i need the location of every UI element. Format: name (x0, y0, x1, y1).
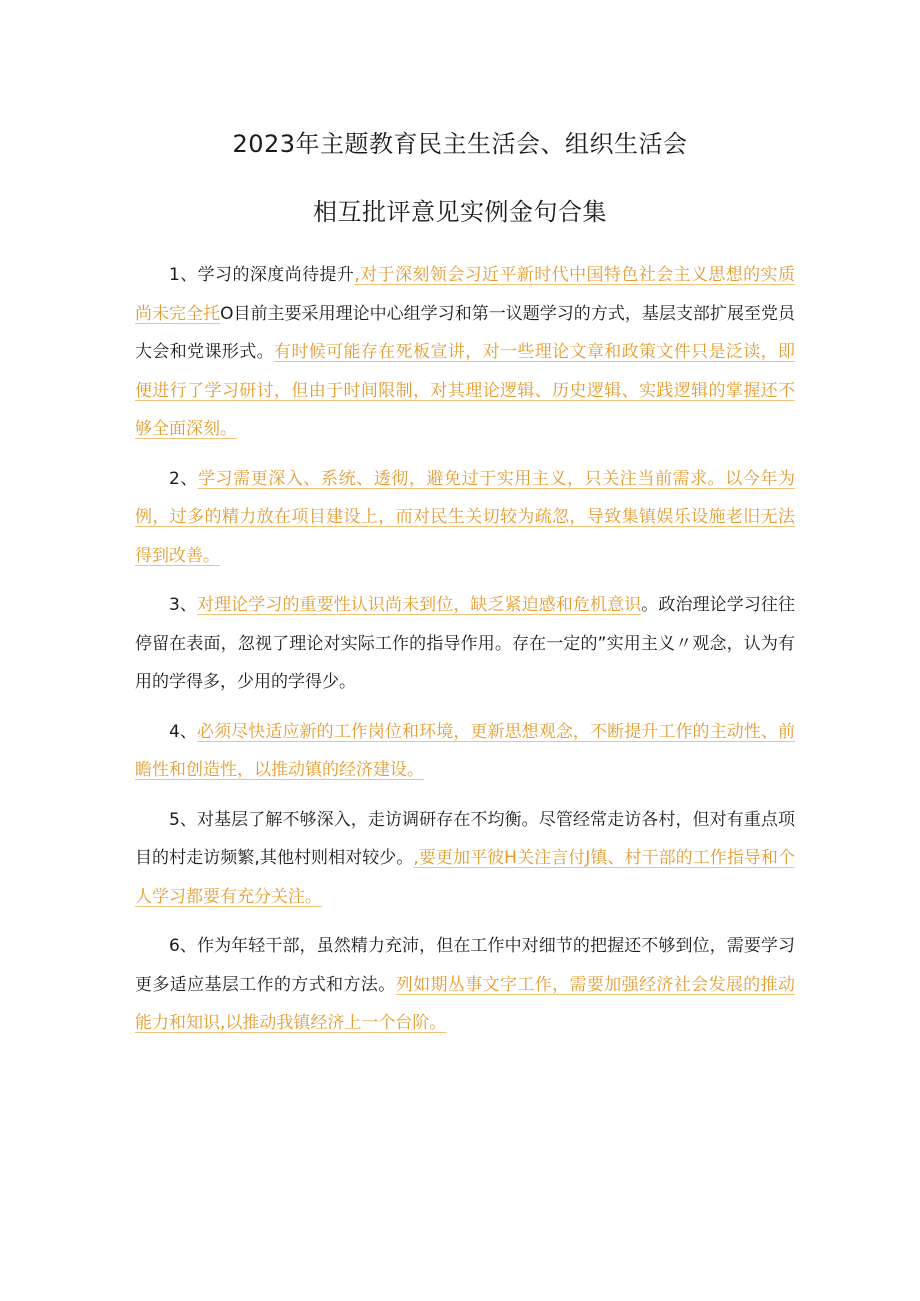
paragraph-number: 5、 (169, 809, 197, 830)
paragraph-text: 。政治理论学习往往停留在表面，忽视了理论对实际工作的指导作用。存在一定的”实用主义〃观念，认为有用的学得多，少用的学得少。 (135, 595, 796, 692)
document-title-line-1: 2023年主题教育民主生活会、组织生活会 (232, 130, 688, 158)
paragraph-number: 6、 (169, 936, 197, 956)
highlighted-text: 有时候可能存在死板宣讲，对一些理论文章和政策文件只是泛读，即便进行了学习研讨，但由于时间限制，对其理论逻辑、历史逻辑、实践逻辑的掌握还不够全面深刻。 (135, 342, 796, 439)
paragraph-number: 2、 (169, 468, 198, 489)
paragraph-1 (135, 256, 795, 449)
paragraph-lead-text: 对基层了解不够深入，走访调研存在不均衡。尽管经常走访各村，但对有重点项目的村走访频繁,其他村则相对较少。 (135, 809, 795, 868)
paragraph-3 (135, 586, 795, 702)
paragraph-lead-text: 学习的深度尚待提升 (197, 265, 355, 285)
paragraph-6 (135, 927, 795, 1043)
highlighted-text: ,对于深刻领会习近平新时代中国特色社会主义思想的实质尚未完全托 (135, 265, 796, 324)
paragraph-text: O目前主要采用理论中心组学习和第一议题学习的方式，基层支部扩展至党员大会和党课形式。 (135, 303, 796, 362)
highlighted-text: 必须尽快适应新的工作岗位和环境，更新思想观念，不断提升工作的主动性、前瞻性和创造性，以推动镇的经济建设。 (135, 721, 795, 780)
highlighted-text: 学习需更深入、系统、透彻，避免过于实用主义，只关注当前需求。以今年为例，过多的精力放在项目建设上，而对民生关切较为疏忽，导致集镇娱乐设施老旧无法得到改善。 (135, 468, 795, 566)
paragraph-number: 3、 (169, 595, 197, 615)
paragraph-number: 4、 (169, 721, 197, 742)
paragraph-2 (135, 460, 795, 576)
paragraph-5 (135, 801, 795, 917)
highlighted-text: 列如期丛事文字工作，需要加强经济社会发展的推动能力和知识,以推动我镇经济上一个台阶。 (135, 974, 796, 1033)
document-title-line-2: 相互批评意见实例金句合集 (313, 198, 607, 226)
document-body (135, 256, 795, 1054)
paragraph-lead-text: 作为年轻干部，虽然精力充沛，但在工作中对细节的把握还不够到位，需要学习更多适应基层工作的方式和方法。 (135, 936, 795, 995)
highlighted-text: ,要更加平彼H关注言付J镇、村干部的工作指导和个人学习都要有充分关注。 (135, 848, 795, 907)
highlighted-text: 对理论学习的重要性认识尚未到位，缺乏紧迫感和危机意识 (197, 595, 642, 615)
paragraph-4 (135, 713, 795, 790)
paragraph-number: 1、 (169, 265, 198, 285)
